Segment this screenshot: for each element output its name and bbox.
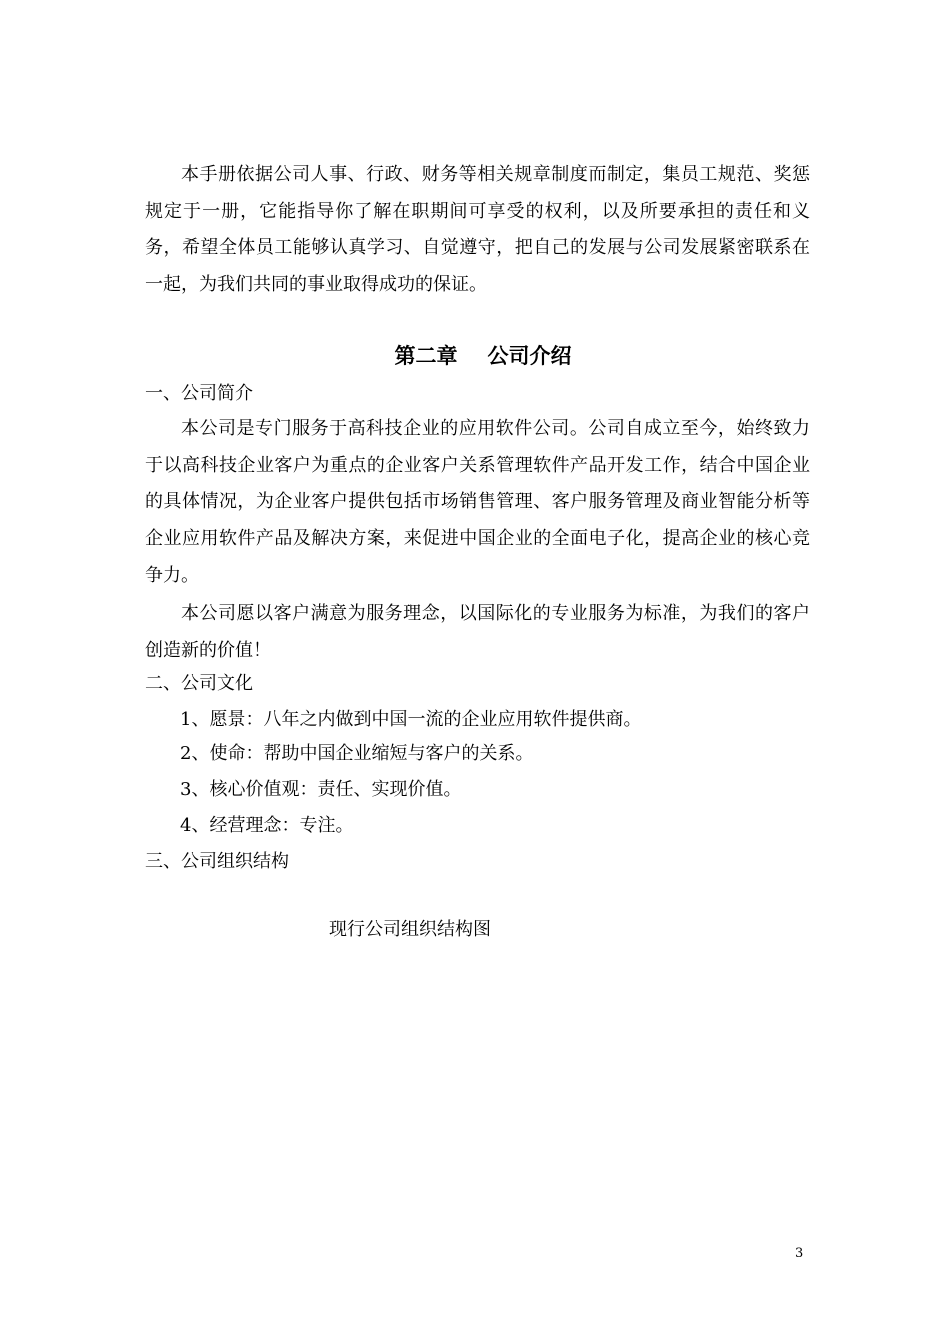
chapter-number: 第二章 xyxy=(394,343,458,368)
section-heading-org-structure: 三、公司组织结构 xyxy=(145,851,289,872)
culture-item-core-values: 3、核心价值观：责任、实现价值。 xyxy=(180,779,462,800)
culture-item-mission: 2、使命：帮助中国企业缩短与客户的关系。 xyxy=(180,743,534,764)
page-number: 3 xyxy=(795,1246,804,1261)
org-chart-caption: 现行公司组织结构图 xyxy=(329,919,491,940)
intro-paragraph: 本手册依据公司人事、行政、财务等相关规章制度而制定，集员工规范、奖惩规定于一册，它能指导你了解在职期间可享受的权利，以及所要承担的责任和义务，希望全体员工能够认真学习、自觉遵守，把自己的发展与公司发展紧密联系在一起，为我们共同的事业取得成功的保证。 xyxy=(145,164,810,296)
culture-item-business-philosophy: 4、经营理念：专注。 xyxy=(180,815,354,836)
chapter-title: 公司介绍 xyxy=(487,343,572,368)
company-profile-paragraph: 本公司是专门服务于高科技企业的应用软件公司。公司自成立至今，始终致力于以高科技企业客户为重点的企业客户关系管理软件产品开发工作，结合中国企业的具体情况，为企业客户提供包括市场销售管理、客户服务管理及商业智能分析等企业应用软件产品及解决方案，来促进中国企业的全面电子化，提高企业的核心竞争力。 xyxy=(145,418,810,586)
culture-item-vision: 1、愿景：八年之内做到中国一流的企业应用软件提供商。 xyxy=(180,709,642,730)
section-heading-company-profile: 一、公司简介 xyxy=(145,383,253,404)
section-heading-company-culture: 二、公司文化 xyxy=(145,673,253,694)
service-philosophy-paragraph: 本公司愿以客户满意为服务理念，以国际化的专业服务为标准，为我们的客户创造新的价值！ xyxy=(145,603,810,661)
chapter-heading xyxy=(0,342,950,370)
